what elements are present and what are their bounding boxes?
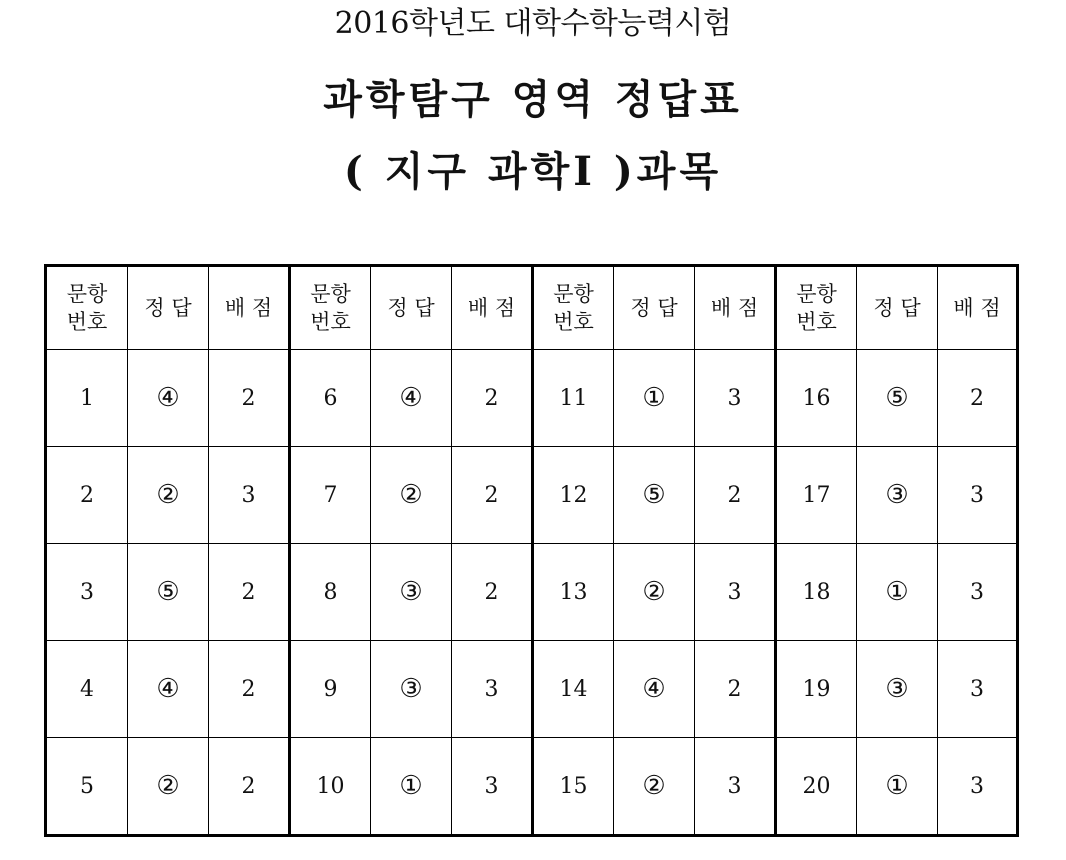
answer-cell <box>857 544 938 641</box>
table-row <box>46 641 1018 738</box>
answer-cell <box>371 447 452 544</box>
answer-cell <box>128 738 209 836</box>
answer-cell <box>371 544 452 641</box>
answer-cell <box>371 641 452 738</box>
question-number-cell: 5 <box>46 738 128 836</box>
answer-cell <box>128 641 209 738</box>
header-question-number <box>290 266 371 350</box>
header-question-number <box>46 266 128 350</box>
document-title: 과학탐구 영역 정답표 <box>323 76 743 123</box>
answer-value: ④ <box>156 383 180 413</box>
question-number-cell: 20 <box>776 738 857 836</box>
answer-key-table-body <box>46 266 1018 836</box>
answer-value: ① <box>885 771 909 801</box>
question-number-cell: 11 <box>533 350 614 447</box>
header-question-number <box>776 266 857 350</box>
answer-value: ① <box>642 383 666 413</box>
header-question-number-line1: 문항 <box>66 282 108 306</box>
header-answer: 정 답 <box>371 266 452 350</box>
question-number-cell: 3 <box>46 544 128 641</box>
points-cell: 2 <box>452 544 533 641</box>
answer-value: ① <box>885 577 909 607</box>
answer-cell <box>128 447 209 544</box>
question-number-cell: 10 <box>290 738 371 836</box>
header-question-number-line2: 번호 <box>66 310 108 334</box>
question-number-cell: 16 <box>776 350 857 447</box>
answer-value: ⑤ <box>642 480 666 510</box>
points-cell: 3 <box>695 738 776 836</box>
answer-value: ② <box>642 577 666 607</box>
header-question-number-line1: 문항 <box>796 282 837 306</box>
question-number-cell: 17 <box>776 447 857 544</box>
exam-title: 2016학년도 대학수학능력시험 <box>334 6 732 41</box>
header-question-number <box>533 266 614 350</box>
answer-value: ③ <box>885 480 909 510</box>
answer-cell <box>614 350 695 447</box>
points-cell: 3 <box>938 544 1018 641</box>
table-header-row <box>46 266 1018 350</box>
points-cell: 2 <box>209 544 290 641</box>
answer-cell <box>614 738 695 836</box>
answer-value: ③ <box>399 674 423 704</box>
points-cell: 3 <box>452 738 533 836</box>
points-cell: 2 <box>209 641 290 738</box>
header-answer: 정 답 <box>128 266 209 350</box>
answer-cell <box>128 544 209 641</box>
answer-value: ⑤ <box>885 383 909 413</box>
points-cell: 3 <box>695 350 776 447</box>
header-answer: 정 답 <box>857 266 938 350</box>
header-question-number-line1: 문항 <box>310 282 351 306</box>
question-number-cell: 9 <box>290 641 371 738</box>
points-cell: 3 <box>938 738 1018 836</box>
question-number-cell: 18 <box>776 544 857 641</box>
points-cell: 2 <box>452 447 533 544</box>
answer-value: ④ <box>399 383 423 413</box>
points-cell: 2 <box>695 447 776 544</box>
question-number-cell: 8 <box>290 544 371 641</box>
points-cell: 3 <box>209 447 290 544</box>
answer-cell <box>614 447 695 544</box>
answer-value: ④ <box>156 674 180 704</box>
table-row <box>46 350 1018 447</box>
question-number-cell: 14 <box>533 641 614 738</box>
question-number-cell: 6 <box>290 350 371 447</box>
question-number-cell: 19 <box>776 641 857 738</box>
header-points: 배 점 <box>695 266 776 350</box>
header-answer: 정 답 <box>614 266 695 350</box>
answer-cell <box>128 350 209 447</box>
answer-value: ③ <box>885 674 909 704</box>
header-points: 배 점 <box>452 266 533 350</box>
header-question-number-line2: 번호 <box>796 310 837 334</box>
question-number-cell: 4 <box>46 641 128 738</box>
answer-value: ② <box>399 480 423 510</box>
table-row <box>46 544 1018 641</box>
points-cell: 3 <box>695 544 776 641</box>
points-cell: 3 <box>452 641 533 738</box>
question-number-cell: 15 <box>533 738 614 836</box>
answer-key-table <box>44 264 1019 837</box>
answer-cell <box>857 641 938 738</box>
question-number-cell: 7 <box>290 447 371 544</box>
header-points: 배 점 <box>938 266 1018 350</box>
points-cell: 3 <box>938 641 1018 738</box>
points-cell: 2 <box>695 641 776 738</box>
table-row <box>46 447 1018 544</box>
question-number-cell: 1 <box>46 350 128 447</box>
header-question-number-line2: 번호 <box>553 310 594 334</box>
answer-value: ② <box>156 771 180 801</box>
question-number-cell: 2 <box>46 447 128 544</box>
answer-value: ④ <box>642 674 666 704</box>
answer-cell <box>857 447 938 544</box>
answer-value: ② <box>642 771 666 801</box>
table-row <box>46 738 1018 836</box>
points-cell: 2 <box>209 738 290 836</box>
answer-value: ② <box>156 480 180 510</box>
answer-cell <box>857 350 938 447</box>
answer-value: ① <box>399 771 423 801</box>
question-number-cell: 13 <box>533 544 614 641</box>
answer-cell <box>857 738 938 836</box>
header-question-number-line2: 번호 <box>310 310 351 334</box>
answer-cell <box>371 738 452 836</box>
answer-cell <box>614 544 695 641</box>
points-cell: 2 <box>209 350 290 447</box>
answer-cell <box>371 350 452 447</box>
answer-cell <box>614 641 695 738</box>
answer-value: ⑤ <box>156 577 180 607</box>
points-cell: 2 <box>452 350 533 447</box>
subject-title: ( 지구 과학Ⅰ )과목 <box>343 148 723 195</box>
header-points: 배 점 <box>209 266 290 350</box>
points-cell: 3 <box>938 447 1018 544</box>
points-cell: 2 <box>938 350 1018 447</box>
header-question-number-line1: 문항 <box>553 282 594 306</box>
answer-value: ③ <box>399 577 423 607</box>
question-number-cell: 12 <box>533 447 614 544</box>
